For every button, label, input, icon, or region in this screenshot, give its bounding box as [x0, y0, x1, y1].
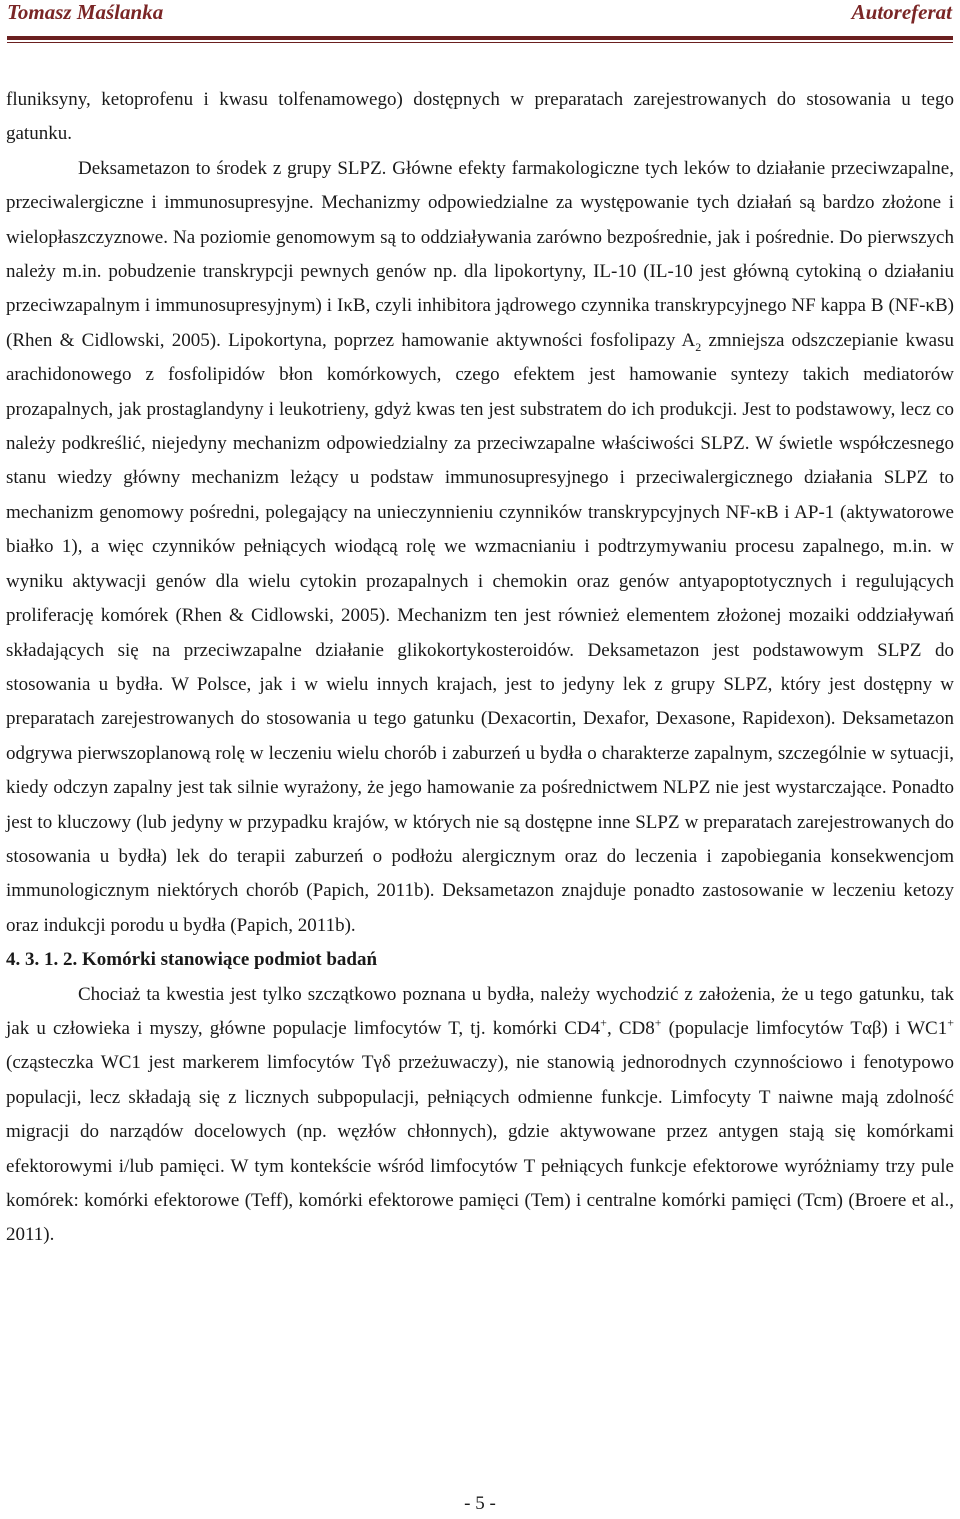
paragraph-dexamethasone	[6, 152, 954, 943]
subscript-2: 2	[695, 339, 702, 354]
superscript-plus-1: +	[600, 1015, 607, 1030]
paragraph-continuation	[6, 83, 954, 152]
paragraph-cells	[6, 978, 954, 1253]
header-rule-thin	[7, 42, 953, 43]
header-doc-type: Autoreferat	[851, 0, 952, 24]
page-body	[6, 83, 954, 1253]
paragraph-3-text-d: (cząsteczka WC1 jest markerem limfocytów Tγδ przeżuwaczy), nie stanowią jednorodnych czynnościowo i fenotypowo populacji, lecz składają się z licznych subpopulacji, pełniących odmienne funkcje. Limfocyty T naiwne mają zdolność migracji do narządów docelowych (np. węzłów chłonnych), gdzie aktywowane przez antygen stają się komórkami efektorowymi i/lub pamięci. W tym kontekście wśród limfocytów T pełniących funkcje efektorowe wyróżniamy trzy pule komórek: komórki efektorowe (Teff), komórki efektorowe pamięci (Tem) i centralne komórki pamięci (Tcm) (Broere et al., 2011).	[6, 1052, 954, 1246]
paragraph-2-text-a: Deksametazon to środek z grupy SLPZ. Główne efekty farmakologiczne tych leków to działanie przeciwzapalne, przeciwalergiczne i immunosupresyjne. Mechanizmy odpowiedzialne za występowanie tych działań są bardzo złożone i wielopłaszczyznowe. Na poziomie genomowym są to oddziaływania zarówno bezpośrednie, jak i pośrednie. Do pierwszych należy m.in. pobudzenie transkrypcji pewnych genów np. dla lipokortyny, IL-10 (IL-10 jest główną cytokiną o działaniu przeciwzapalnym i immunosupresyjnym) i IκB, czyli inhibitora jądrowego czynnika transkrypcyjnego NF kappa B (NF-κB) (Rhen & Cidlowski, 2005). Lipokortyna, poprzez hamowanie aktywności fosfolipazy A	[6, 157, 954, 351]
superscript-plus-2: +	[654, 1015, 662, 1030]
paragraph-3-text-a: Chociaż ta kwestia jest tylko szczątkowo poznana u bydła, należy wychodzić z założenia, że u tego gatunku, tak jak u człowieka i myszy, główne populacje limfocytów T, tj. komórki CD4	[6, 983, 954, 1039]
header-rule-thick	[7, 36, 953, 40]
paragraph-2-text-b: zmniejsza odszczepianie kwasu arachidonowego z fosfolipidów błon komórkowych, czego efektem jest hamowanie syntezy takich mediatorów prozapalnych, jak prostaglandyny i leukotrieny, gdyż kwas ten jest substratem do ich produkcji. Jest to podstawowy, lecz co należy podkreślić, niejedyny mechanizm odpowiedzialny za przeciwzapalne właściwości SLPZ. W świetle współczesnego stanu wiedzy główny mechanizm leżący u podstaw immunosupresyjnego i przeciwalergicznego działania SLPZ to mechanizm genomowy pośredni, polegający na unieczynnieniu czynników transkrypcyjnych NF-κB i AP-1 (aktywatorowe białko 1), a więc czynników pełniących wiodącą rolę we wzmacnianiu i podtrzymywaniu procesu zapalnego, m.in. w wyniku aktywacji genów dla wielu cytokin prozapalnych i chemokin oraz genów antyapoptotycznych i regulujących proliferację komórek (Rhen & Cidlowski, 2005). Mechanizm ten jest również elementem złożonej mozaiki oddziaływań składających się na przeciwzapalne działanie glikokortykosteroidów. Deksametazon jest podstawowym SLPZ do stosowania u bydła. W Polsce, jak i w wielu innych krajach, jest to jedyny lek z grupy SLPZ, który jest dostępny w preparatach zarejestrowanych do stosowania u tego gatunku (Dexacortin, Dexafor, Dexasone, Rapidexon). Deksametazon odgrywa pierwszoplanową rolę w leczeniu wielu chorób i zaburzeń u bydła o charakterze zapalnym, szczególnie w sytuacji, kiedy odczyn zapalny jest tak silnie wyrażony, że jego hamowanie za pośrednictwem NLPZ nie jest wystarczające. Ponadto jest to kluczowy (lub jedyny w przypadku krajów, w których nie są dostępne inne SLPZ w preparatach zarejestrowanych do stosowania u bydła) lek do terapii zaburzeń o podłożu alergicznym oraz do leczenia i zapobiegania konsekwencjom immunologicznym niektórych chorób (Papich, 2011b). Deksametazon znajduje ponadto zastosowanie w leczeniu ketozy oraz indukcji porodu u bydła (Papich, 2011b).	[6, 329, 955, 936]
paragraph-3-text-b: , CD8	[606, 1017, 655, 1039]
paragraph-3-text-c: (populacje limfocytów Tαβ) i WC1	[661, 1017, 948, 1039]
paragraph-1-text: fluniksyny, ketoprofenu i kwasu tolfenamowego) dostępnych w preparatach zarejestrowanych do stosowania u tego gatunku.	[6, 89, 954, 145]
page-header	[0, 0, 960, 30]
section-heading: 4. 3. 1. 2. Komórki stanowiące podmiot badań	[6, 949, 378, 971]
page-number: - 5 -	[464, 1493, 496, 1514]
superscript-plus-3: +	[947, 1015, 954, 1030]
header-author: Tomasz Maślanka	[7, 0, 164, 24]
